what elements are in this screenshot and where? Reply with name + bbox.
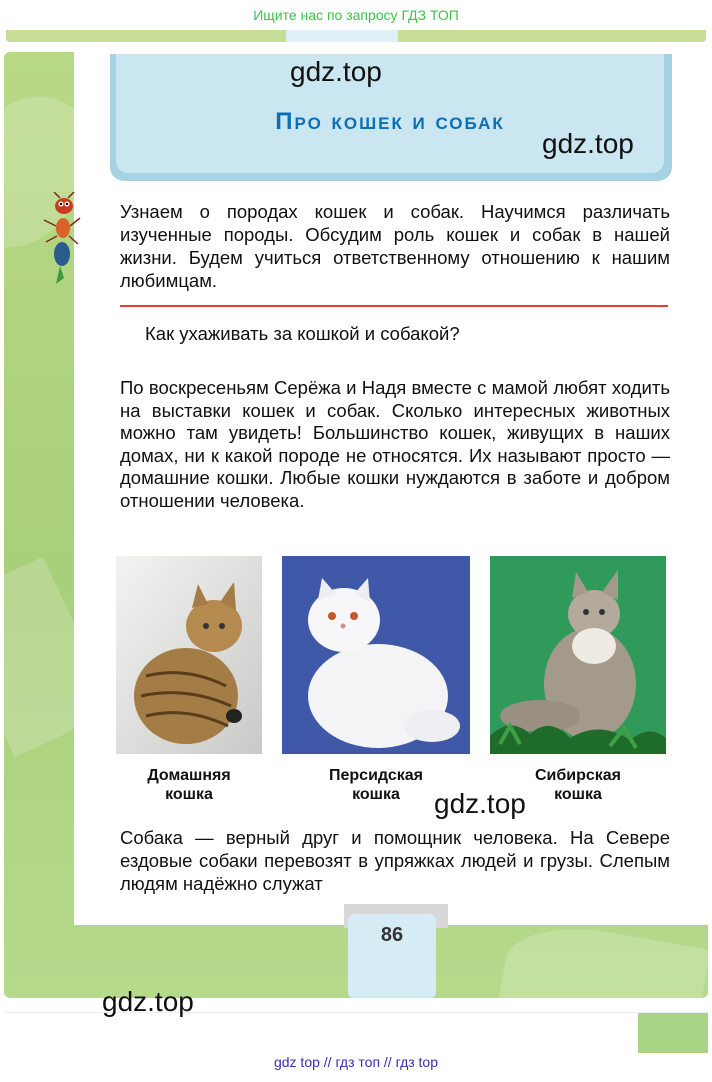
watermark: gdz.top — [434, 788, 526, 819]
domestic-cat-photo — [116, 556, 262, 754]
next-page-edge — [4, 1012, 708, 1053]
previous-page-edge — [6, 30, 706, 42]
watermark: gdz.top — [542, 128, 634, 159]
top-banner[interactable]: Ищите нас по запросу ГДЗ ТОП — [253, 7, 459, 23]
ant-mascot-icon — [42, 192, 82, 292]
caption-domestic-cat: Домашняя кошка — [147, 767, 231, 803]
lesson-intro: Узнаем о породах кошек и собак. Научимся различать изученные породы. Обсудим роль кошек и собак в нашей жизни. Будем учиться ответственному отношению к нашим любимцам. — [120, 201, 670, 291]
siberian-cat-photo — [490, 556, 666, 754]
persian-cat-photo — [282, 556, 470, 754]
lesson-header — [110, 54, 672, 181]
paragraph-dogs: Собака — верный друг и помощник человека. На Севере ездовые собаки перевозят в упряжках людей и грузы. Слепым людям надёжно служат — [120, 827, 670, 894]
paragraph-cats: По воскресеньям Серёжа и Надя вместе с мамой любят ходить на выставки кошек и собак. Сколько интересных животных можно там увидеть! Большинство кошек, живущих в наших домах, ни к какой породе не относятся. Их называют просто — домашние кошки. Любые кошки нуждаются в заботе и добром отношении человека. — [120, 377, 670, 511]
lesson-question: Как ухаживать за кошкой и собакой? — [145, 323, 460, 344]
footer-links[interactable]: gdz top // гдз топ // гдз top — [273, 1054, 439, 1070]
watermark: gdz.top — [290, 56, 382, 87]
textbook-page — [4, 52, 708, 998]
page-number: 86 — [380, 924, 404, 946]
watermark: gdz.top — [102, 986, 194, 1017]
lesson-title: Про кошек и собак — [275, 108, 505, 135]
caption-persian-cat: Персидская кошка — [329, 767, 423, 803]
caption-siberian-cat: Сибирская кошка — [534, 767, 622, 803]
section-divider — [120, 305, 668, 307]
